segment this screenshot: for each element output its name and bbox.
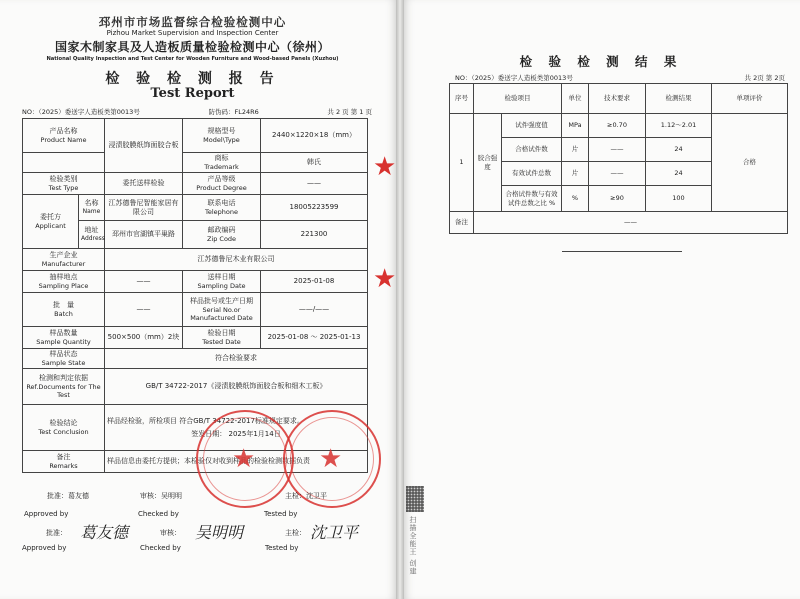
row-index: 1: [450, 114, 474, 212]
item-result: 24: [646, 162, 712, 186]
batch-value: ——: [105, 293, 183, 327]
remarks-value: 样品信息由委托方提供；本检验仅对收到样品的检验检测数据负责: [105, 451, 368, 473]
table-row: [23, 119, 368, 153]
row-evaluation: 合格: [712, 114, 788, 212]
header-evaluation: 单项评价: [712, 84, 788, 114]
table-row: [23, 173, 368, 195]
seam-seal: ★: [373, 152, 397, 182]
end-line: [562, 251, 682, 252]
org-name-cn: 邳州市市场监督综合检验检测中心: [98, 15, 287, 29]
table-row: [23, 249, 368, 271]
item-requirement: ≥0.70: [589, 114, 646, 138]
address-value: 邳州市官湖镇平巢路: [105, 221, 183, 249]
results-title: 检 验 检 测 结 果: [519, 54, 683, 69]
qr-code-icon: [406, 486, 424, 512]
org-name-en: Pizhou Market Supervision and Inspection Center: [106, 29, 279, 37]
scanner-watermark: 扫描全能王 创建: [409, 516, 417, 576]
table-row: [23, 153, 368, 173]
item-result: 24: [646, 138, 712, 162]
remarks-label: 备注 Remarks: [23, 451, 105, 473]
results-report-number: NO：（2025）委送字人造板类第0013号: [455, 74, 573, 82]
zip-value: 221300: [261, 221, 368, 249]
telephone-value: 18005223599: [261, 195, 368, 221]
remarks-value: ——: [474, 212, 788, 234]
approved-label-cn: 批准：: [46, 529, 67, 537]
telephone-label: 联系电话 Telephone: [183, 195, 261, 221]
table-row: [23, 369, 368, 405]
sample-qty-label: 样品数量 Sample Quantity: [23, 327, 105, 349]
applicant-label: 委托方 Applicant: [23, 195, 79, 249]
approved-by-en: Approved by: [24, 510, 69, 518]
approved-by-cn: 批准：葛友德: [47, 492, 89, 500]
checked-signature: 吴明明: [195, 523, 244, 542]
item-result: 1.12～2.01: [646, 114, 712, 138]
batch-label: 批 量 Batch: [23, 293, 105, 327]
approved-by-en-2: Approved by: [22, 544, 67, 552]
row-group: 胶合强度: [474, 114, 502, 212]
item-unit: %: [562, 186, 589, 212]
results-table: [449, 83, 788, 234]
table-row: [23, 293, 368, 327]
tested-by-en: Tested by: [264, 510, 298, 518]
trademark-label: 商标 Trademark: [183, 153, 261, 173]
address-label: 地址 Address: [79, 221, 105, 249]
item-name: 合格试件数与有效试件总数之比 %: [502, 186, 562, 212]
report-meta-line: [22, 107, 372, 116]
sampling-date-value: 2025-01-08: [261, 271, 368, 293]
report-title-en: Test Report: [150, 86, 235, 101]
checked-by-en-2: Checked by: [140, 544, 181, 552]
approved-signature: 葛友德: [80, 523, 129, 542]
table-row: [23, 271, 368, 293]
header-index: 序号: [450, 84, 474, 114]
page-count: 共 2 页 第 1 页: [327, 108, 372, 116]
tested-signature: 沈卫平: [310, 523, 359, 542]
trademark-value: 韩氏: [261, 153, 368, 173]
tested-by-en-2: Tested by: [265, 544, 299, 552]
item-name: 试件强度值: [502, 114, 562, 138]
table-row: [23, 327, 368, 349]
header-item: 检验项目: [474, 84, 562, 114]
grade-label: 产品等级 Product Degree: [183, 173, 261, 195]
anti-fake-code: 防伪码：FL24R6: [208, 108, 259, 116]
sample-qty-value: 500×500（mm）2块: [105, 327, 183, 349]
table-row: [23, 195, 368, 221]
sample-state-label: 样品状态 Sample State: [23, 349, 105, 369]
table-row: [450, 212, 788, 234]
tested-date-value: 2025-01-08 ～ 2025-01-13: [261, 327, 368, 349]
issue-date: 签发日期： 2025年1月14日: [191, 429, 281, 438]
product-name-label: 产品名称 Product Name: [23, 119, 105, 153]
grade-value: ——: [261, 173, 368, 195]
item-name: 合格试件数: [502, 138, 562, 162]
inspection-seal-left: ★: [196, 410, 294, 508]
applicant-name-value: 江苏德鲁尼智能家居有限公司: [105, 195, 183, 221]
report-title-cn: 检 验 检 测 报 告: [105, 71, 280, 87]
manufacturer-label: 生产企业 Manufacturer: [23, 249, 105, 271]
center-name-en: National Quality Inspection and Test Center for Wooden Furniture and Wood-based Panels (Xuzhou): [46, 56, 339, 62]
item-result: 100: [646, 186, 712, 212]
checked-by-en: Checked by: [138, 510, 179, 518]
item-unit: 片: [562, 138, 589, 162]
header-requirement: 技术要求: [589, 84, 646, 114]
table-header-row: [450, 84, 788, 114]
seam-seal: ★: [373, 264, 397, 294]
ref-documents-label: 检测和判定依据 Ref.Documents for The Test: [23, 369, 105, 405]
ref-documents-value: GB/T 34722-2017《浸渍胶膜纸饰面胶合板和细木工板》: [105, 369, 368, 405]
test-type-value: 委托送样检验: [105, 173, 183, 195]
report-number: NO：（2025）委送字人造板类第0013号: [22, 108, 140, 116]
item-unit: MPa: [562, 114, 589, 138]
serial-value: ——/——: [261, 293, 368, 327]
sampling-date-label: 送样日期 Sampling Date: [183, 271, 261, 293]
test-type-label: 检验类别 Test Type: [23, 173, 105, 195]
header-result: 检测结果: [646, 84, 712, 114]
center-name-cn: 国家木制家具及人造板质量检验检测中心（徐州）: [54, 40, 330, 54]
filler-cell: [23, 153, 105, 173]
results-meta-line: [455, 73, 785, 82]
model-label: 规格型号 Model\Type: [183, 119, 261, 153]
item-requirement: ≥90: [589, 186, 646, 212]
tested-label-cn: 主检：: [285, 529, 306, 537]
results-page-count: 共 2页 第 2页: [744, 74, 785, 82]
sampling-place-value: ——: [105, 271, 183, 293]
table-row: [450, 114, 788, 138]
item-requirement: ——: [589, 162, 646, 186]
checked-by-cn: 审核：吴明明: [140, 492, 182, 500]
name-label: 名称 Name: [79, 195, 105, 221]
inspection-seal-right: ★: [283, 410, 381, 508]
manufacturer-value: 江苏德鲁尼木业有限公司: [105, 249, 368, 271]
item-requirement: ——: [589, 138, 646, 162]
model-value: 2440×1220×18（mm）: [261, 119, 368, 153]
tested-date-label: 检验日期 Tested Date: [183, 327, 261, 349]
zip-label: 邮政编码 Zip Code: [183, 221, 261, 249]
tested-by-cn: 主检：沈卫平: [285, 492, 327, 500]
remarks-label: 备注: [450, 212, 474, 234]
header-unit: 单位: [562, 84, 589, 114]
product-name-value: 浸渍胶膜纸饰面胶合板: [105, 119, 183, 173]
conclusion-text: 样品经检验，所检项目 符合GB/T 34722-2017标准规定要求。: [107, 416, 304, 425]
conclusion-label: 检验结论 Test Conclusion: [23, 405, 105, 451]
serial-label: 样品批号或生产日期 Serial No.or Manufactured Date: [183, 293, 261, 327]
table-row: [23, 349, 368, 369]
item-unit: 片: [562, 162, 589, 186]
item-name: 有效试件总数: [502, 162, 562, 186]
sampling-place-label: 抽样地点 Sampling Place: [23, 271, 105, 293]
checked-label-cn: 审核：: [160, 529, 181, 537]
sample-state-value: 符合检验要求: [105, 349, 368, 369]
